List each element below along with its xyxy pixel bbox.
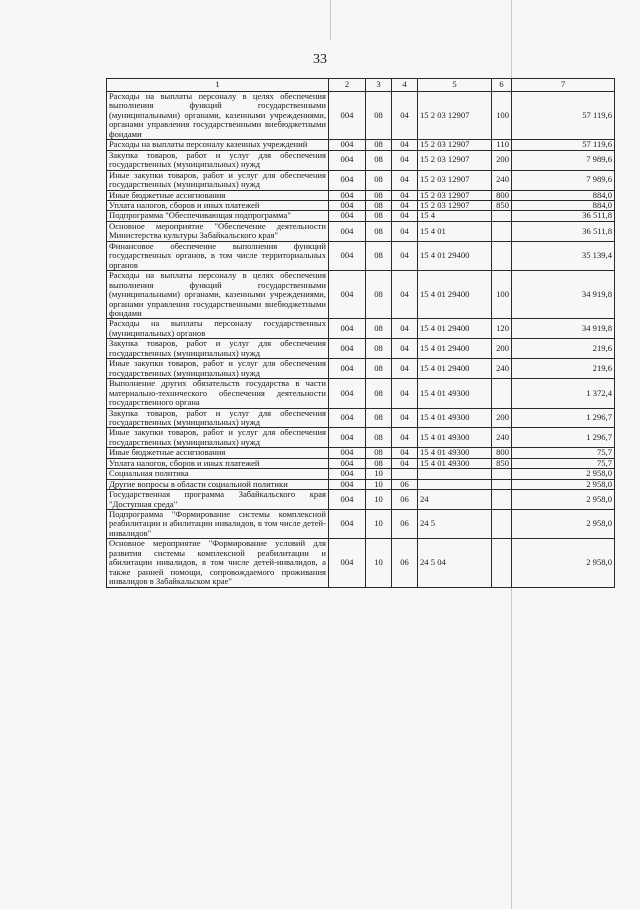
subsection-code: 04	[392, 92, 418, 140]
subsection-code: 06	[392, 510, 418, 539]
section-code: 10	[366, 490, 392, 510]
section-code: 08	[366, 221, 392, 241]
ved-code: 004	[329, 271, 366, 319]
column-header: 6	[492, 79, 512, 92]
subsection-code: 04	[392, 458, 418, 468]
amount: 36 511,8	[512, 221, 615, 241]
column-header: 2	[329, 79, 366, 92]
amount: 75,7	[512, 458, 615, 468]
amount: 884,0	[512, 190, 615, 200]
subsection-code: 04	[392, 150, 418, 170]
amount: 1 296,7	[512, 428, 615, 448]
target-article-code: 15 4 01 49300	[418, 448, 492, 458]
table-row	[107, 359, 615, 379]
row-name: Финансовое обеспечение выполнения функций государственных органов, в том числе территориальных органов	[107, 241, 329, 270]
ved-code: 004	[329, 319, 366, 339]
section-code: 08	[366, 428, 392, 448]
row-name: Выполнение других обязательств государства в части материально-технического обеспечения деятельности государственного органа	[107, 379, 329, 408]
expense-type-code: 100	[492, 271, 512, 319]
table-row	[107, 140, 615, 150]
ved-code: 004	[329, 510, 366, 539]
ved-code: 004	[329, 379, 366, 408]
expense-type-code	[492, 211, 512, 221]
target-article-code: 15 4 01 49300	[418, 379, 492, 408]
section-code: 08	[366, 92, 392, 140]
amount: 2 958,0	[512, 469, 615, 479]
row-name: Государственная программа Забайкальского края "Доступная среда"	[107, 490, 329, 510]
subsection-code	[392, 469, 418, 479]
target-article-code: 15 4 01 29400	[418, 271, 492, 319]
column-header: 4	[392, 79, 418, 92]
section-code: 08	[366, 458, 392, 468]
table-body	[107, 92, 615, 588]
ved-code: 004	[329, 408, 366, 428]
expense-type-code: 120	[492, 319, 512, 339]
subsection-code: 04	[392, 408, 418, 428]
amount: 2 958,0	[512, 479, 615, 489]
scan-artifact-line	[330, 0, 331, 40]
amount: 57 119,6	[512, 92, 615, 140]
row-name: Иные закупки товаров, работ и услуг для обеспечения государственных (муниципальных) нужд	[107, 428, 329, 448]
amount: 2 958,0	[512, 490, 615, 510]
table-row	[107, 490, 615, 510]
section-code: 08	[366, 408, 392, 428]
subsection-code: 04	[392, 140, 418, 150]
ved-code: 004	[329, 448, 366, 458]
expense-type-code: 110	[492, 140, 512, 150]
target-article-code: 15 4 01 29400	[418, 319, 492, 339]
table-row	[107, 339, 615, 359]
expense-type-code	[492, 479, 512, 489]
ved-code: 004	[329, 190, 366, 200]
subsection-code: 04	[392, 271, 418, 319]
row-name: Основное мероприятие "Обеспечение деятельности Министерства культуры Забайкальского края"	[107, 221, 329, 241]
section-code: 08	[366, 170, 392, 190]
section-code: 08	[366, 271, 392, 319]
amount: 57 119,6	[512, 140, 615, 150]
table-header-row	[107, 79, 615, 92]
target-article-code: 24 5	[418, 510, 492, 539]
subsection-code: 06	[392, 479, 418, 489]
ved-code: 004	[329, 428, 366, 448]
table-row	[107, 92, 615, 140]
amount: 1 372,4	[512, 379, 615, 408]
section-code: 08	[366, 211, 392, 221]
row-name: Закупка товаров, работ и услуг для обеспечения государственных (муниципальных) нужд	[107, 408, 329, 428]
expense-type-code: 240	[492, 170, 512, 190]
table-row	[107, 428, 615, 448]
subsection-code: 04	[392, 359, 418, 379]
expense-type-code: 850	[492, 200, 512, 210]
subsection-code: 04	[392, 221, 418, 241]
amount: 34 919,8	[512, 271, 615, 319]
subsection-code: 04	[392, 339, 418, 359]
table-row	[107, 469, 615, 479]
ved-code: 004	[329, 339, 366, 359]
row-name: Иные бюджетные ассигнования	[107, 190, 329, 200]
expense-type-code: 200	[492, 150, 512, 170]
ved-code: 004	[329, 458, 366, 468]
target-article-code: 24	[418, 490, 492, 510]
ved-code: 004	[329, 221, 366, 241]
section-code: 10	[366, 510, 392, 539]
table-row	[107, 190, 615, 200]
expense-type-code: 200	[492, 339, 512, 359]
table-row	[107, 211, 615, 221]
subsection-code: 06	[392, 539, 418, 587]
expense-type-code: 800	[492, 190, 512, 200]
table-row	[107, 241, 615, 270]
row-name: Подпрограмма "Формирование системы комплексной реабилитации и абилитации инвалидов, в том числе детей-инвалидов"	[107, 510, 329, 539]
table-row	[107, 200, 615, 210]
page-number: 33	[313, 52, 327, 67]
row-name: Расходы на выплаты персоналу в целях обеспечения выполнения функций государственными (муниципальными) органами, казенными учреждениями, органами управления государственными внебюджетными фондами	[107, 271, 329, 319]
expense-type-code	[492, 469, 512, 479]
amount: 2 958,0	[512, 510, 615, 539]
table-row	[107, 539, 615, 587]
amount: 36 511,8	[512, 211, 615, 221]
amount: 75,7	[512, 448, 615, 458]
expense-type-code	[492, 221, 512, 241]
expense-type-code: 100	[492, 92, 512, 140]
row-name: Закупка товаров, работ и услуг для обеспечения государственных (муниципальных) нужд	[107, 150, 329, 170]
table-row	[107, 408, 615, 428]
section-code: 08	[366, 190, 392, 200]
target-article-code	[418, 479, 492, 489]
row-name: Расходы на выплаты персоналу казенных учреждений	[107, 140, 329, 150]
section-code: 08	[366, 150, 392, 170]
amount: 219,6	[512, 359, 615, 379]
amount: 35 139,4	[512, 241, 615, 270]
target-article-code: 15 2 03 12907	[418, 140, 492, 150]
row-name: Социальная политика	[107, 469, 329, 479]
expense-type-code	[492, 490, 512, 510]
row-name: Уплата налогов, сборов и иных платежей	[107, 458, 329, 468]
expense-type-code	[492, 379, 512, 408]
ved-code: 004	[329, 469, 366, 479]
table-row	[107, 170, 615, 190]
table-row	[107, 319, 615, 339]
ved-code: 004	[329, 359, 366, 379]
section-code: 10	[366, 469, 392, 479]
target-article-code: 15 4	[418, 211, 492, 221]
table-row	[107, 150, 615, 170]
expense-type-code: 850	[492, 458, 512, 468]
target-article-code: 15 4 01 29400	[418, 339, 492, 359]
amount: 884,0	[512, 200, 615, 210]
ved-code: 004	[329, 490, 366, 510]
row-name: Подпрограмма "Обеспечивающая подпрограмма"	[107, 211, 329, 221]
target-article-code: 15 4 01 29400	[418, 359, 492, 379]
column-header: 7	[512, 79, 615, 92]
expense-type-code: 240	[492, 359, 512, 379]
expense-type-code: 240	[492, 428, 512, 448]
ved-code: 004	[329, 241, 366, 270]
subsection-code: 04	[392, 190, 418, 200]
ved-code: 004	[329, 170, 366, 190]
target-article-code: 15 2 03 12907	[418, 200, 492, 210]
amount: 7 989,6	[512, 170, 615, 190]
target-article-code: 15 2 03 12907	[418, 150, 492, 170]
table-row	[107, 271, 615, 319]
section-code: 08	[366, 319, 392, 339]
target-article-code: 15 4 01 49300	[418, 408, 492, 428]
row-name: Расходы на выплаты персоналу государственных (муниципальных) органов	[107, 319, 329, 339]
table-row	[107, 510, 615, 539]
ved-code: 004	[329, 479, 366, 489]
ved-code: 004	[329, 211, 366, 221]
subsection-code: 06	[392, 490, 418, 510]
section-code: 10	[366, 479, 392, 489]
section-code: 08	[366, 448, 392, 458]
row-name: Другие вопросы в области социальной политики	[107, 479, 329, 489]
ved-code: 004	[329, 539, 366, 587]
expense-type-code	[492, 510, 512, 539]
ved-code: 004	[329, 200, 366, 210]
column-header: 1	[107, 79, 329, 92]
row-name: Иные закупки товаров, работ и услуг для обеспечения государственных (муниципальных) нужд	[107, 170, 329, 190]
section-code: 08	[366, 200, 392, 210]
subsection-code: 04	[392, 379, 418, 408]
amount: 1 296,7	[512, 408, 615, 428]
expense-type-code: 200	[492, 408, 512, 428]
section-code: 08	[366, 379, 392, 408]
budget-table	[106, 78, 615, 588]
section-code: 08	[366, 241, 392, 270]
subsection-code: 04	[392, 211, 418, 221]
column-header: 5	[418, 79, 492, 92]
expense-type-code	[492, 241, 512, 270]
expense-type-code: 800	[492, 448, 512, 458]
amount: 7 989,6	[512, 150, 615, 170]
table-row	[107, 479, 615, 489]
row-name: Иные бюджетные ассигнования	[107, 448, 329, 458]
ved-code: 004	[329, 92, 366, 140]
amount: 2 958,0	[512, 539, 615, 587]
target-article-code	[418, 469, 492, 479]
subsection-code: 04	[392, 170, 418, 190]
amount: 219,6	[512, 339, 615, 359]
target-article-code: 15 4 01	[418, 221, 492, 241]
target-article-code: 15 4 01 49300	[418, 428, 492, 448]
table-row	[107, 221, 615, 241]
row-name: Иные закупки товаров, работ и услуг для обеспечения государственных (муниципальных) нужд	[107, 359, 329, 379]
subsection-code: 04	[392, 241, 418, 270]
target-article-code: 15 2 03 12907	[418, 190, 492, 200]
section-code: 08	[366, 140, 392, 150]
column-header: 3	[366, 79, 392, 92]
table-row	[107, 448, 615, 458]
subsection-code: 04	[392, 448, 418, 458]
section-code: 08	[366, 359, 392, 379]
table-row	[107, 458, 615, 468]
expense-type-code	[492, 539, 512, 587]
row-name: Основное мероприятие "Формирование условий для развития системы комплексной реабилитации и абилитации инвалидов, в том числе детей-инвалидов, а также ранней помощи, сопровождаемого проживания инвалидов в Забайкальском крае"	[107, 539, 329, 587]
row-name: Уплата налогов, сборов и иных платежей	[107, 200, 329, 210]
target-article-code: 15 2 03 12907	[418, 92, 492, 140]
target-article-code: 24 5 04	[418, 539, 492, 587]
target-article-code: 15 2 03 12907	[418, 170, 492, 190]
amount: 34 919,8	[512, 319, 615, 339]
subsection-code: 04	[392, 428, 418, 448]
target-article-code: 15 4 01 49300	[418, 458, 492, 468]
ved-code: 004	[329, 140, 366, 150]
subsection-code: 04	[392, 319, 418, 339]
target-article-code: 15 4 01 29400	[418, 241, 492, 270]
row-name: Закупка товаров, работ и услуг для обеспечения государственных (муниципальных) нужд	[107, 339, 329, 359]
row-name: Расходы на выплаты персоналу в целях обеспечения выполнения функций государственными (муниципальными) органами, казенными учреждениями, органами управления государственными внебюджетными фондами	[107, 92, 329, 140]
section-code: 08	[366, 339, 392, 359]
table-row	[107, 379, 615, 408]
ved-code: 004	[329, 150, 366, 170]
subsection-code: 04	[392, 200, 418, 210]
section-code: 10	[366, 539, 392, 587]
